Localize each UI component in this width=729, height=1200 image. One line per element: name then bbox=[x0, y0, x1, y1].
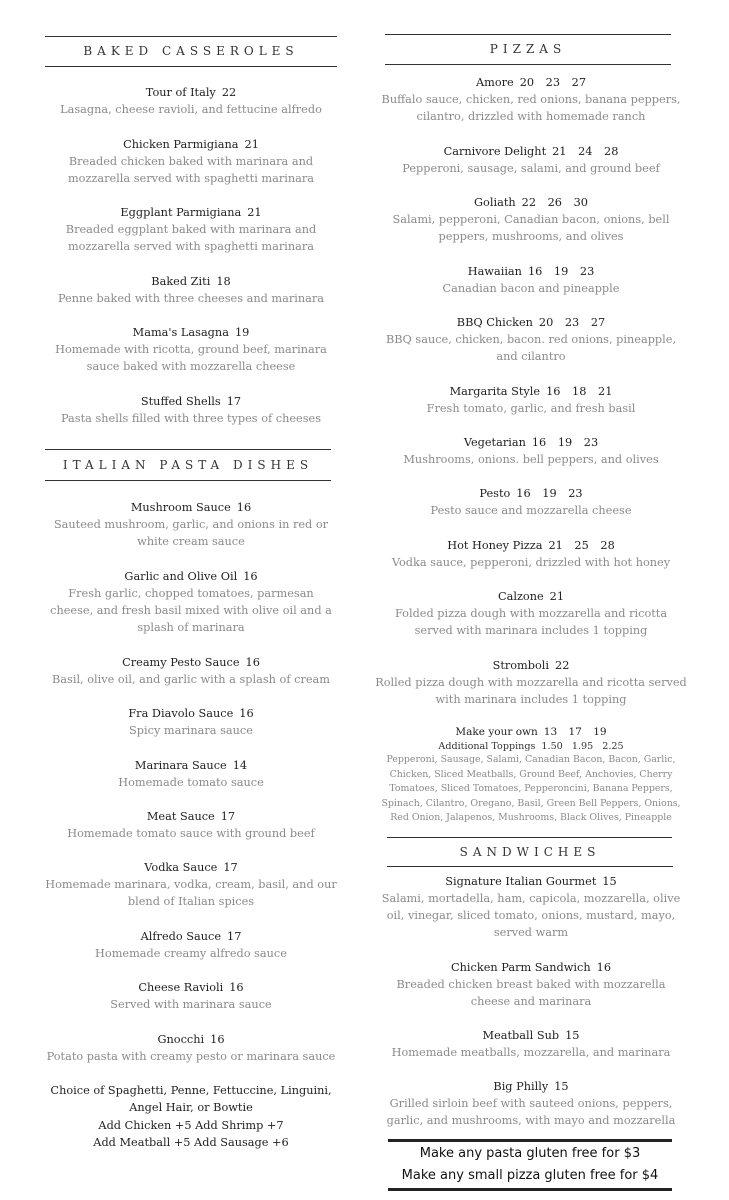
item-description: Homemade creamy alfredo sauce bbox=[95, 947, 287, 960]
item-price: 21 bbox=[549, 590, 565, 603]
additional-toppings-price: 1.50 1.95 2.25 bbox=[541, 741, 624, 752]
item-price: 20 23 27 bbox=[519, 76, 587, 89]
menu-item bbox=[45, 84, 337, 118]
item-price: 17 bbox=[226, 395, 242, 408]
item-price: 17 bbox=[227, 930, 242, 943]
pizzas-header: PIZZAS bbox=[385, 34, 671, 65]
item-name: Carnivore Delight bbox=[443, 145, 547, 158]
item-price: 15 bbox=[565, 1029, 580, 1042]
item-price: 17 bbox=[220, 810, 236, 823]
item-name: Meatball Sub bbox=[482, 1029, 560, 1042]
item-description: Homemade tomato sauce bbox=[118, 776, 264, 789]
menu-item bbox=[45, 808, 337, 842]
menu-item bbox=[375, 263, 687, 297]
item-price: 16 18 21 bbox=[546, 385, 613, 398]
item-price: 16 bbox=[210, 1033, 225, 1046]
make-your-own-name: Make your own bbox=[455, 726, 538, 738]
item-price: 15 bbox=[602, 875, 617, 888]
item-description: Breaded chicken baked with marinara and mozzarella served with spaghetti marinara bbox=[67, 155, 315, 186]
menu-item bbox=[45, 273, 337, 307]
item-price: 19 bbox=[234, 326, 250, 339]
item-description: Pepperoni, sausage, salami, and ground beef bbox=[402, 162, 660, 175]
item-price: 22 26 30 bbox=[521, 196, 588, 209]
item-price: 21 bbox=[247, 206, 262, 219]
item-description: Grilled sirloin beef with sauteed onions, peppers, garlic, and mushrooms, with mayo and mozzarella bbox=[386, 1097, 676, 1128]
item-name: Meat Sauce bbox=[146, 810, 215, 823]
menu-item bbox=[375, 194, 687, 245]
item-description: Rolled pizza dough with mozzarella and ricotta served with marinara includes 1 topping bbox=[375, 676, 687, 707]
item-name: Garlic and Olive Oil bbox=[124, 570, 238, 583]
item-name: Tour of Italy bbox=[145, 86, 216, 99]
item-description: Folded pizza dough with mozzarella and ricotta served with marinara includes 1 topping bbox=[394, 607, 668, 638]
item-name: Goliath bbox=[474, 196, 516, 209]
item-description: Penne baked with three cheeses and marinara bbox=[57, 292, 325, 305]
menu-item bbox=[375, 537, 687, 571]
menu-item bbox=[375, 383, 687, 417]
menu-item bbox=[375, 74, 687, 125]
item-description: Sauteed mushroom, garlic, and onions in red or white cream sauce bbox=[53, 518, 329, 549]
menu-item bbox=[45, 928, 337, 962]
item-description: Pasta shells filled with three types of cheeses bbox=[60, 412, 322, 425]
sandwiches-header: SANDWICHES bbox=[387, 845, 673, 867]
menu-item bbox=[375, 588, 687, 639]
italian-pasta-header: ITALIAN PASTA DISHES bbox=[45, 449, 331, 481]
item-price: 15 bbox=[554, 1080, 569, 1093]
item-price: 14 bbox=[232, 759, 248, 772]
item-name: Signature Italian Gourmet bbox=[445, 875, 597, 888]
menu-item bbox=[375, 1027, 687, 1061]
toppings-list: Pepperoni, Sausage, Salami, Canadian Bacon, Bacon, Garlic, Chicken, Sliced Meatballs, Ground Beef, Anchovies, Cherry Tomatoes, Sliced Tomatoes, Pepperoncini, Banana Peppers, Spinach, Cilantro, Oregano, Basil, Green Bell Peppers, Onions, Red Onion, Jalapenos, Mushrooms, Black Olives, Pineapple bbox=[381, 754, 681, 823]
item-price: 16 19 23 bbox=[527, 265, 595, 278]
make-your-own-block bbox=[375, 725, 687, 826]
item-price: 22 bbox=[221, 86, 237, 99]
item-name: Big Philly bbox=[493, 1080, 549, 1093]
item-description: Mushrooms, onions. bell peppers, and olives bbox=[403, 453, 659, 466]
item-description: Pesto sauce and mozzarella cheese bbox=[430, 504, 632, 517]
item-name: Cheese Ravioli bbox=[138, 981, 224, 994]
menu-item bbox=[375, 314, 687, 365]
menu-item bbox=[375, 959, 687, 1010]
item-name: Marinara Sauce bbox=[134, 759, 227, 772]
pasta-choice-note: Choice of Spaghetti, Penne, Fettuccine, Linguini, Angel Hair, or Bowtie bbox=[50, 1084, 332, 1115]
item-name: Fra Diavolo Sauce bbox=[128, 707, 234, 720]
item-name: Mushroom Sauce bbox=[130, 501, 231, 514]
item-name: Pesto bbox=[479, 487, 511, 500]
gluten-free-banner bbox=[388, 1139, 672, 1191]
item-description: BBQ sauce, chicken, bacon. red onions, pineapple, and cilantro bbox=[385, 333, 677, 364]
item-description: Buffalo sauce, chicken, red onions, banana peppers, cilantro, drizzled with homemade ranch bbox=[381, 93, 681, 124]
menu-item bbox=[45, 204, 337, 255]
item-description: Breaded chicken breast baked with mozzarella cheese and marinara bbox=[396, 978, 666, 1009]
pasta-add-line-2: Add Meatball +5 Add Sausage +6 bbox=[93, 1135, 289, 1149]
item-price: 21 25 28 bbox=[548, 539, 615, 552]
item-description: Fresh garlic, chopped tomatoes, parmesan cheese, and fresh basil mixed with olive oil and a splash of marinara bbox=[50, 587, 332, 635]
item-name: Amore bbox=[475, 76, 514, 89]
item-name: Alfredo Sauce bbox=[140, 930, 222, 943]
item-description: Breaded eggplant baked with marinara and mozzarella served with spaghetti marinara bbox=[65, 223, 317, 254]
menu-item bbox=[45, 1031, 337, 1065]
item-name: Stromboli bbox=[492, 659, 550, 672]
menu-item bbox=[375, 143, 687, 177]
item-name: Margarita Style bbox=[449, 385, 541, 398]
item-description: Potato pasta with creamy pesto or marinara sauce bbox=[46, 1050, 336, 1063]
item-price: 21 24 28 bbox=[552, 145, 619, 158]
menu-item bbox=[375, 434, 687, 468]
menu-item bbox=[45, 568, 337, 637]
additional-toppings-label: Additional Toppings bbox=[438, 741, 536, 752]
item-name: Baked Ziti bbox=[151, 275, 211, 288]
item-description: Homemade meatballs, mozzarella, and marinara bbox=[391, 1046, 671, 1059]
menu-item bbox=[45, 499, 337, 550]
menu-item bbox=[375, 873, 687, 942]
item-description: Spicy marinara sauce bbox=[129, 724, 253, 737]
item-description: Canadian bacon and pineapple bbox=[442, 282, 620, 295]
item-description: Homemade marinara, vodka, cream, basil, and our blend of Italian spices bbox=[45, 878, 337, 909]
item-price: 16 bbox=[596, 961, 612, 974]
item-name: Vodka Sauce bbox=[144, 861, 218, 874]
menu-item bbox=[45, 859, 337, 910]
item-description: Served with marinara sauce bbox=[110, 998, 272, 1011]
gluten-free-pizza: Make any small pizza gluten free for $4 bbox=[401, 1168, 659, 1183]
item-name: Hawaiian bbox=[467, 265, 522, 278]
menu-item bbox=[45, 324, 337, 375]
make-your-own-price: 13 17 19 bbox=[543, 726, 607, 738]
item-price: 16 bbox=[245, 656, 260, 669]
item-name: Calzone bbox=[497, 590, 544, 603]
item-description: Salami, mortadella, ham, capicola, mozzarella, olive oil, vinegar, sliced tomato, onions, mustard, mayo, served warm bbox=[381, 892, 681, 940]
menu-item bbox=[45, 393, 337, 427]
item-name: Hot Honey Pizza bbox=[447, 539, 543, 552]
item-name: Eggplant Parmigiana bbox=[120, 206, 242, 219]
baked-casseroles-header: BAKED CASSEROLES bbox=[45, 36, 337, 67]
menu-item bbox=[45, 654, 337, 688]
item-price: 16 bbox=[239, 707, 254, 720]
item-price: 16 bbox=[243, 570, 258, 583]
item-description: Fresh tomato, garlic, and fresh basil bbox=[426, 402, 636, 415]
item-description: Salami, pepperoni, Canadian bacon, onions, bell peppers, mushrooms, and olives bbox=[392, 213, 670, 244]
menu-item bbox=[45, 705, 337, 739]
item-price: 16 19 23 bbox=[516, 487, 583, 500]
menu-item bbox=[375, 657, 687, 708]
item-name: Chicken Parmigiana bbox=[123, 138, 239, 151]
item-price: 16 bbox=[236, 501, 252, 514]
menu-item bbox=[375, 1078, 687, 1129]
menu-item bbox=[375, 485, 687, 519]
item-description: Vodka sauce, pepperoni, drizzled with hot honey bbox=[391, 556, 671, 569]
item-price: 17 bbox=[223, 861, 238, 874]
item-price: 21 bbox=[244, 138, 259, 151]
pasta-options-note bbox=[45, 1082, 337, 1151]
item-name: Vegetarian bbox=[463, 436, 526, 449]
item-name: Mama's Lasagna bbox=[132, 326, 229, 339]
item-name: Gnocchi bbox=[157, 1033, 205, 1046]
item-name: Stuffed Shells bbox=[140, 395, 221, 408]
item-price: 20 23 27 bbox=[538, 316, 606, 329]
item-name: Chicken Parm Sandwich bbox=[450, 961, 591, 974]
item-price: 18 bbox=[216, 275, 231, 288]
gluten-free-pasta: Make any pasta gluten free for $3 bbox=[419, 1146, 641, 1161]
menu-item bbox=[45, 136, 337, 187]
menu-item bbox=[45, 757, 337, 791]
divider bbox=[387, 837, 672, 838]
item-description: Basil, olive oil, and garlic with a splash of cream bbox=[52, 673, 330, 686]
item-price: 22 bbox=[555, 659, 570, 672]
item-description: Lasagna, cheese ravioli, and fettucine alfredo bbox=[60, 103, 322, 116]
item-name: Creamy Pesto Sauce bbox=[122, 656, 240, 669]
menu-item bbox=[45, 979, 337, 1013]
item-price: 16 19 23 bbox=[531, 436, 599, 449]
item-price: 16 bbox=[229, 981, 244, 994]
item-description: Homemade with ricotta, ground beef, marinara sauce baked with mozzarella cheese bbox=[55, 343, 327, 374]
item-description: Homemade tomato sauce with ground beef bbox=[67, 827, 315, 840]
item-name: BBQ Chicken bbox=[456, 316, 533, 329]
pasta-add-line-1: Add Chicken +5 Add Shrimp +7 bbox=[98, 1118, 284, 1132]
